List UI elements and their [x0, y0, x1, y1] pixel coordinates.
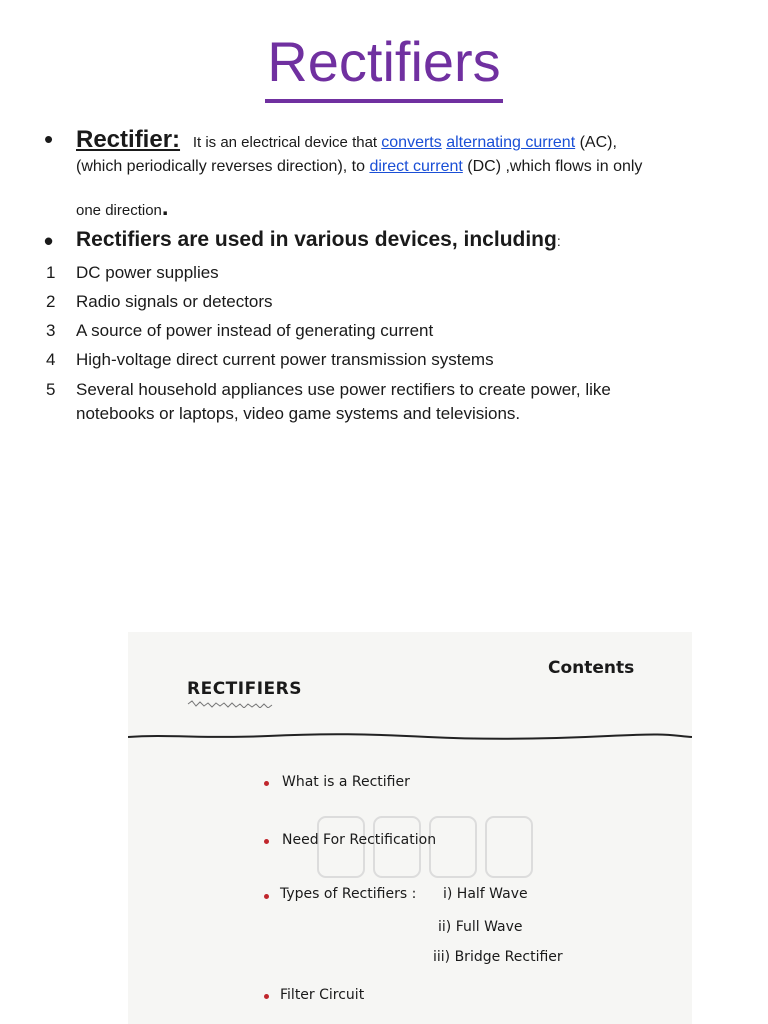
definition-line-2 — [76, 158, 642, 176]
bullet-dot — [264, 839, 269, 844]
contents-item: Filter Circuit — [280, 987, 365, 1003]
list-number: 1 — [46, 263, 56, 282]
definition-term: Rectifier: — [76, 126, 181, 153]
bullet-dot — [264, 994, 269, 999]
card-heading: RECTIFIERS — [187, 679, 302, 699]
definition-line-3 — [76, 194, 169, 222]
list-item: A source of power instead of generating current — [76, 321, 434, 340]
watermark-graphic — [308, 807, 538, 897]
definition-text: It is an electrical device that — [192, 134, 382, 151]
definition-text: (AC), — [575, 134, 617, 151]
definition-period: . — [161, 194, 169, 221]
bullet-dot: • — [44, 124, 54, 154]
list-number: 4 — [46, 350, 56, 369]
contents-item: Need For Rectification — [282, 832, 437, 848]
link-converts[interactable]: converts — [381, 134, 442, 151]
list-number: 5 — [46, 380, 56, 399]
contents-label: Contents — [548, 658, 635, 678]
bullet-dot — [264, 894, 269, 899]
uses-heading-colon: : — [556, 233, 561, 249]
contents-item: Types of Rectifiers : — [280, 886, 417, 902]
contents-item: What is a Rectifier — [282, 774, 410, 790]
list-item: Several household appliances use power rectifiers to create power, like — [76, 380, 611, 399]
contents-subitem: i) Half Wave — [443, 886, 528, 902]
list-number: 2 — [46, 292, 56, 311]
definition-text: (DC) ,which flows in only — [462, 158, 643, 175]
list-item-continuation: notebooks or laptops, video game systems and televisions. — [76, 404, 521, 423]
contents-subitem: ii) Full Wave — [438, 919, 523, 935]
bullet-dot — [264, 781, 269, 786]
link-alternating-current[interactable]: alternating current — [446, 134, 576, 151]
definition-text: one direction — [76, 202, 162, 219]
list-number: 3 — [46, 321, 56, 340]
page-title: Rectifiers — [0, 34, 768, 90]
contents-subitem: iii) Bridge Rectifier — [433, 949, 563, 965]
divider-line — [128, 732, 692, 740]
bullet-dot: • — [44, 226, 54, 256]
uses-heading-text: Rectifiers are used in various devices, including — [76, 228, 557, 251]
list-item: DC power supplies — [76, 263, 219, 282]
link-direct-current[interactable]: direct current — [369, 158, 463, 175]
definition-line-1 — [76, 126, 617, 154]
definition-text: (which periodically reverses direction), to — [76, 158, 370, 175]
contents-image — [128, 632, 692, 1024]
list-item: Radio signals or detectors — [76, 292, 273, 311]
uses-heading — [76, 228, 561, 252]
scribble-underline — [186, 700, 282, 708]
list-item: High-voltage direct current power transmission systems — [76, 350, 494, 369]
